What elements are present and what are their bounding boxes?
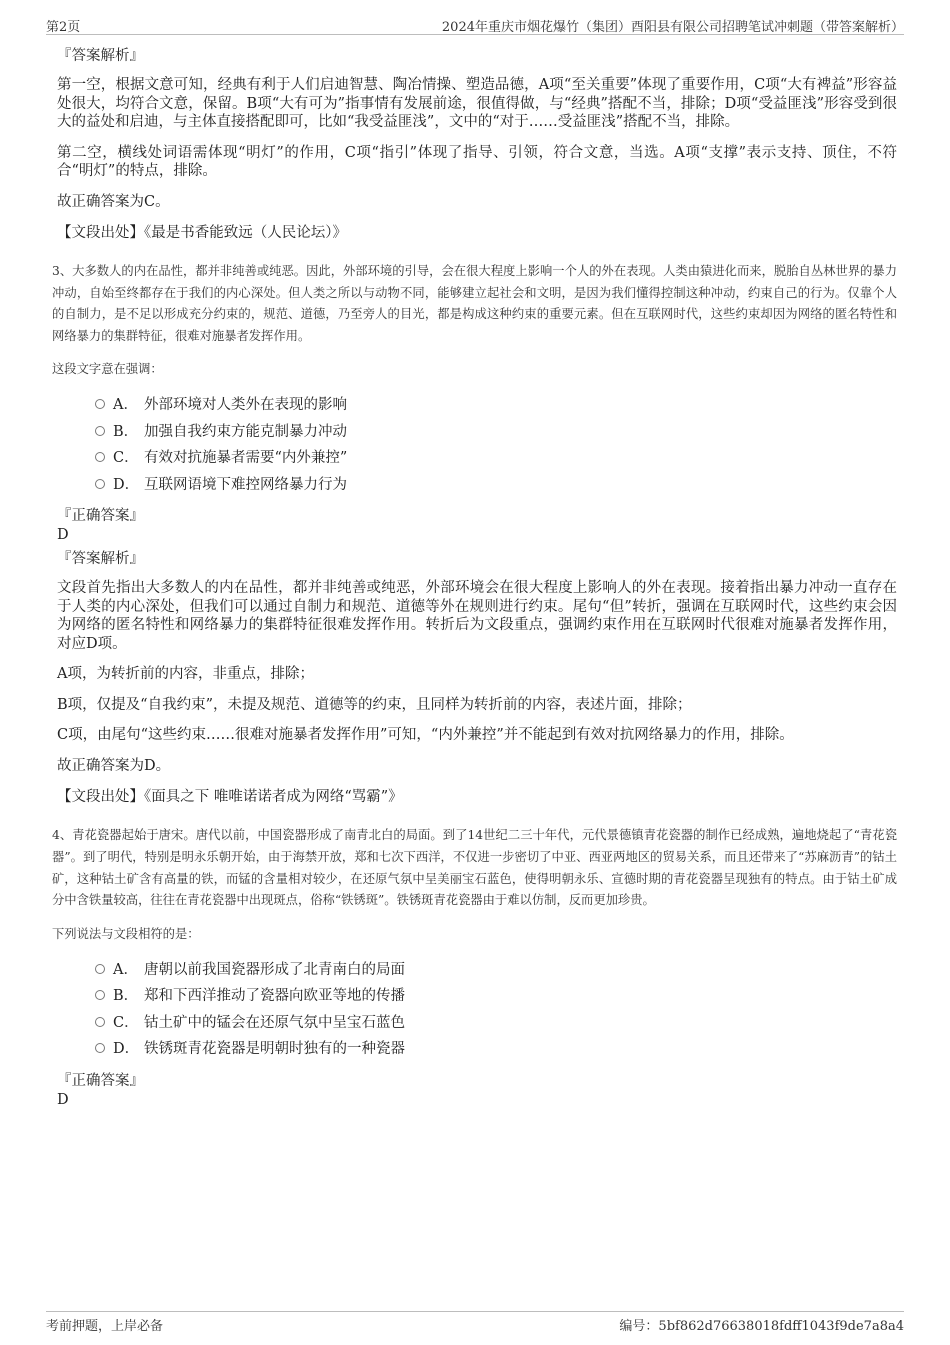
radio-icon[interactable] [95,479,105,489]
analysis-paragraph: A项，为转折前的内容，非重点，排除； [57,666,314,683]
page-footer [46,1311,904,1335]
radio-icon[interactable] [95,452,105,462]
option-text: 加强自我约束方能克制暴力冲动 [144,423,347,440]
option-d[interactable]: D． 铁锈斑青花瓷器是明朝时独有的一种瓷器 [95,1038,897,1065]
analysis-conclusion: 故正确答案为D。 [57,757,171,774]
option-b[interactable]: B． 加强自我约束方能克制暴力冲动 [95,421,897,448]
radio-icon[interactable] [95,1017,105,1027]
correct-answer: D [57,527,69,544]
source-citation: 【文段出处】《面具之下 唯唯诺诺者成为网络“骂霸”》 [57,789,403,806]
analysis-label: 『答案解析』 [57,551,144,568]
option-c[interactable]: C． 有效对抗施暴者需要“内外兼控” [95,447,897,474]
option-text: 有效对抗施暴者需要“内外兼控” [144,450,348,467]
footer-slogan: 考前押题，上岸必备 [46,1319,164,1334]
option-b[interactable]: B． 郑和下西洋推动了瓷器向欧亚等地的传播 [95,985,897,1012]
correct-answer: D [57,1091,69,1108]
correct-answer-label: 『正确答案』 [57,1072,144,1089]
analysis-paragraph: 第一空，根据文意可知，经典有利于人们启迪智慧、陶冶情操、塑造品德，A项“至关重要”体现了重要作用，C项“大有裨益”形容益处很大，均符合文意，保留。B项“大有可为”指事情有发展前途，很值得做，与“经典”搭配不当，排除；D项“受益匪浅”形容受到很大的益处和启迪，与主体直接搭配即可，比如“我受益匪浅”，文中的“对于……受益匪浅”搭配不当，排除。 [57,77,897,130]
document-id: 编号：5bf862d76638018fdff1043f9de7a8a4 [619,1319,904,1334]
question-3-options [95,394,897,500]
option-text: 唐朝以前我国瓷器形成了北青南白的局面 [144,961,405,978]
question-4-prompt: 下列说法与文段相符的是： [52,926,200,941]
analysis-paragraph: 第二空，横线处词语需体现“明灯”的作用，C项“指引”体现了指导、引领，符合文意，当选。A项“支撑”表示支持、顶住，不符合“明灯”的特点，排除。 [57,144,897,179]
question-3-text: 3、大多数人的内在品性，都并非纯善或纯恶。因此，外部环境的引导，会在很大程度上影响一个人的外在表现。人类由猿进化而来，脱胎自丛林世界的暴力冲动，自始至终都存在于我们的内心深处。但人类之所以与动物不同，能够建立起社会和文明，是因为我们懂得控制这种冲动，约束自己的行为。仅靠个人的自制力，是不足以形成充分约束的，规范、道德，乃至旁人的目光，都是构成这种约束的重要元素。但在互联网时代，这些约束却因为网络的匿名特性和网络暴力的集群特征，很难对施暴者发挥作用。 [52,264,897,343]
option-c[interactable]: C． 钴土矿中的锰会在还原气氛中呈宝石蓝色 [95,1012,897,1039]
question-4-options [95,959,897,1065]
radio-icon[interactable] [95,964,105,974]
page-header [46,16,904,35]
radio-icon[interactable] [95,426,105,436]
page-content [52,46,897,1114]
page-number: 第2页 [46,20,81,35]
option-a[interactable]: A． 唐朝以前我国瓷器形成了北青南白的局面 [95,959,897,986]
source-citation: 【文段出处】《最是书香能致远（人民论坛）》 [57,225,347,241]
option-text: 郑和下西洋推动了瓷器向欧亚等地的传播 [144,988,405,1005]
analysis-label: 『答案解析』 [57,48,144,64]
analysis-paragraph: B项，仅提及“自我约束”，未提及规范、道德等的约束，且同样为转折前的内容，表述片面，排除； [57,696,692,713]
option-text: 互联网语境下难控网络暴力行为 [144,476,347,493]
option-text: 铁锈斑青花瓷器是明朝时独有的一种瓷器 [144,1041,405,1058]
question-3-prompt: 这段文字意在强调： [52,362,163,377]
analysis-conclusion: 故正确答案为C。 [57,193,170,210]
analysis-paragraph: C项，由尾句“这些约束……很难对施暴者发挥作用”可知，“内外兼控”并不能起到有效对抗网络暴力的作用，排除。 [57,727,794,744]
option-text: 外部环境对人类外在表现的影响 [144,397,347,414]
option-text: 钴土矿中的锰会在还原气氛中呈宝石蓝色 [144,1014,405,1031]
document-title: 2024年重庆市烟花爆竹（集团）酉阳县有限公司招聘笔试冲刺题（带答案解析） [441,20,904,35]
option-d[interactable]: D． 互联网语境下难控网络暴力行为 [95,474,897,501]
option-a[interactable]: A． 外部环境对人类外在表现的影响 [95,394,897,421]
radio-icon[interactable] [95,399,105,409]
question-4-text: 4、青花瓷器起始于唐宋。唐代以前，中国瓷器形成了南青北白的局面。到了14世纪二三十年代，元代景德镇青花瓷器的制作已经成熟，遍地烧起了“青花瓷器”。到了明代，特别是明永乐朝开始，由于海禁开放，郑和七次下西洋，不仅进一步密切了中亚、西亚两地区的贸易关系，而且还带来了“苏麻沥青”的钴土矿，这种钴土矿含有高量的铁，而锰的含量相对较少，在还原气氛中呈美丽宝石蓝色，使得明朝永乐、宣德时期的青花瓷器呈现独有的特点。由于钴土矿成分中含铁量较高，往往在青花瓷器中出现斑点，俗称“铁锈斑”。铁锈斑青花瓷器由于难以仿制，反而更加珍贵。 [52,828,897,908]
analysis-paragraph: 文段首先指出大多数人的内在品性，都并非纯善或纯恶，外部环境会在很大程度上影响人的外在表现。接着指出暴力冲动一直存在于人类的内心深处，但我们可以通过自制力和规范、道德等外在规则进行约束。尾句“但”转折，强调在互联网时代，这些约束会因为网络的匿名特性和网络暴力的集群特征很难发挥作用。转折后为文段重点，强调约束作用在互联网时代很难对施暴者发挥作用，对应D项。 [57,580,897,652]
correct-answer-label: 『正确答案』 [57,508,144,525]
radio-icon[interactable] [95,1043,105,1053]
radio-icon[interactable] [95,990,105,1000]
